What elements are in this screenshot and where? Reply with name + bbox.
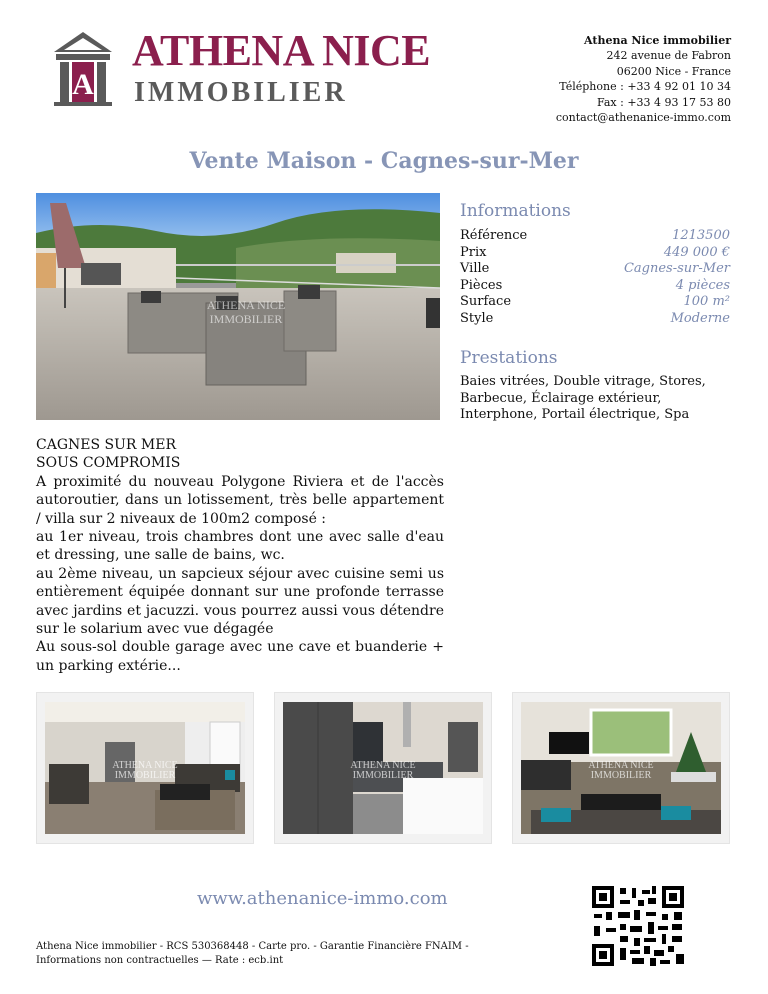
description bbox=[36, 436, 444, 675]
logo-athena: ATHENA bbox=[132, 26, 312, 75]
agency-city: 06200 Nice - France bbox=[616, 64, 731, 78]
info-value: 449 000 € bbox=[663, 244, 730, 260]
info-row-city bbox=[460, 261, 730, 278]
prestations-heading: Prestations bbox=[460, 348, 558, 368]
prestations-text: Baies vitrées, Double vitrage, Stores, Barbecue, Éclairage extérieur, Interphone, Portail électrique, Spa bbox=[460, 374, 706, 422]
logo-immobilier: IMMOBILIER bbox=[134, 77, 348, 108]
description-paragraph-1: A proximité du nouveau Polygone Riviera et de l'accès autoroutier, dans un lotissement, très belle appartement / villa sur 2 niveaux de 100m2 composé : bbox=[36, 473, 444, 527]
photo-watermark: ATHENA NICE bbox=[206, 298, 286, 312]
info-row-surface bbox=[460, 294, 730, 311]
agency-name: Athena Nice immobilier bbox=[584, 34, 731, 47]
listing-title: Vente Maison - Cagnes-sur-Mer bbox=[189, 148, 579, 174]
agency-email[interactable]: contact@athenanice-immo.com bbox=[555, 111, 731, 125]
agency-phone[interactable]: Téléphone : +33 4 92 01 10 34 bbox=[559, 80, 731, 94]
svg-text:ATHENA NICE: ATHENA NICE bbox=[112, 760, 178, 771]
info-label: Prix bbox=[460, 244, 487, 260]
qr-code-icon[interactable] bbox=[590, 884, 686, 968]
thumbnail-kitchen[interactable] bbox=[274, 692, 492, 844]
logo-wordmark bbox=[132, 26, 430, 76]
thumbnail-lounge[interactable] bbox=[512, 692, 730, 844]
description-status: SOUS COMPROMIS bbox=[36, 455, 181, 472]
info-label: Ville bbox=[460, 261, 490, 276]
svg-text:A: A bbox=[72, 68, 94, 101]
description-paragraph-2: au 1er niveau, trois chambres dont une avec salle d'eau et dressing, une salle de bains, wc. bbox=[36, 529, 444, 564]
svg-text:IMMOBILIER: IMMOBILIER bbox=[114, 770, 176, 781]
agency-logo bbox=[52, 26, 431, 110]
info-value: Moderne bbox=[670, 310, 730, 326]
description-paragraph-4: Au sous-sol double garage avec une cave et buanderie + un parking extérie... bbox=[36, 639, 444, 674]
info-row-price bbox=[460, 245, 730, 262]
legal-line-2: Informations non contractuelles — Rate : ecb.int bbox=[36, 955, 284, 966]
info-table bbox=[460, 228, 730, 327]
info-label: Référence bbox=[460, 228, 528, 243]
agency-fax: Fax : +33 4 93 17 53 80 bbox=[596, 95, 731, 109]
info-label: Style bbox=[460, 310, 494, 326]
description-paragraph-3: au 2ème niveau, un sapcieux séjour avec cuisine semi us entièrement équipée donnant sur une profonde terrasse avec jardins et jacuzzi. vous pourrez aussi vous détendre sur le solarium avec vue dégagée bbox=[36, 565, 444, 638]
info-row-reference bbox=[460, 228, 730, 245]
legal-footer bbox=[36, 940, 496, 968]
agency-address: 242 avenue de Fabron bbox=[606, 49, 731, 63]
logo-nice: NICE bbox=[322, 26, 431, 75]
svg-text:IMMOBILIER: IMMOBILIER bbox=[209, 312, 283, 326]
info-label: Pièces bbox=[460, 277, 503, 293]
description-location: CAGNES SUR MER bbox=[36, 437, 176, 453]
svg-text:ATHENA NICE: ATHENA NICE bbox=[588, 760, 654, 771]
svg-text:IMMOBILIER: IMMOBILIER bbox=[590, 770, 652, 781]
info-heading: Informations bbox=[460, 201, 571, 221]
info-value: 1213500 bbox=[672, 228, 730, 243]
main-photo-terrace[interactable] bbox=[36, 193, 440, 420]
thumbnail-living-room[interactable] bbox=[36, 692, 254, 844]
info-value: Cagnes-sur-Mer bbox=[623, 261, 730, 276]
svg-text:IMMOBILIER: IMMOBILIER bbox=[352, 770, 414, 781]
svg-text:ATHENA NICE: ATHENA NICE bbox=[350, 760, 416, 771]
info-value: 100 m² bbox=[683, 294, 730, 309]
temple-logo-icon bbox=[52, 30, 114, 106]
legal-line-1: Athena Nice immobilier - RCS 530368448 - Carte pro. - Garantie Financière FNAIM - bbox=[36, 941, 469, 952]
info-row-rooms bbox=[460, 278, 730, 295]
info-row-style bbox=[460, 311, 730, 328]
agency-contact bbox=[556, 33, 731, 125]
info-label: Surface bbox=[460, 294, 512, 309]
website-link[interactable]: www.athenanice-immo.com bbox=[197, 888, 448, 909]
info-value: 4 pièces bbox=[675, 277, 730, 293]
